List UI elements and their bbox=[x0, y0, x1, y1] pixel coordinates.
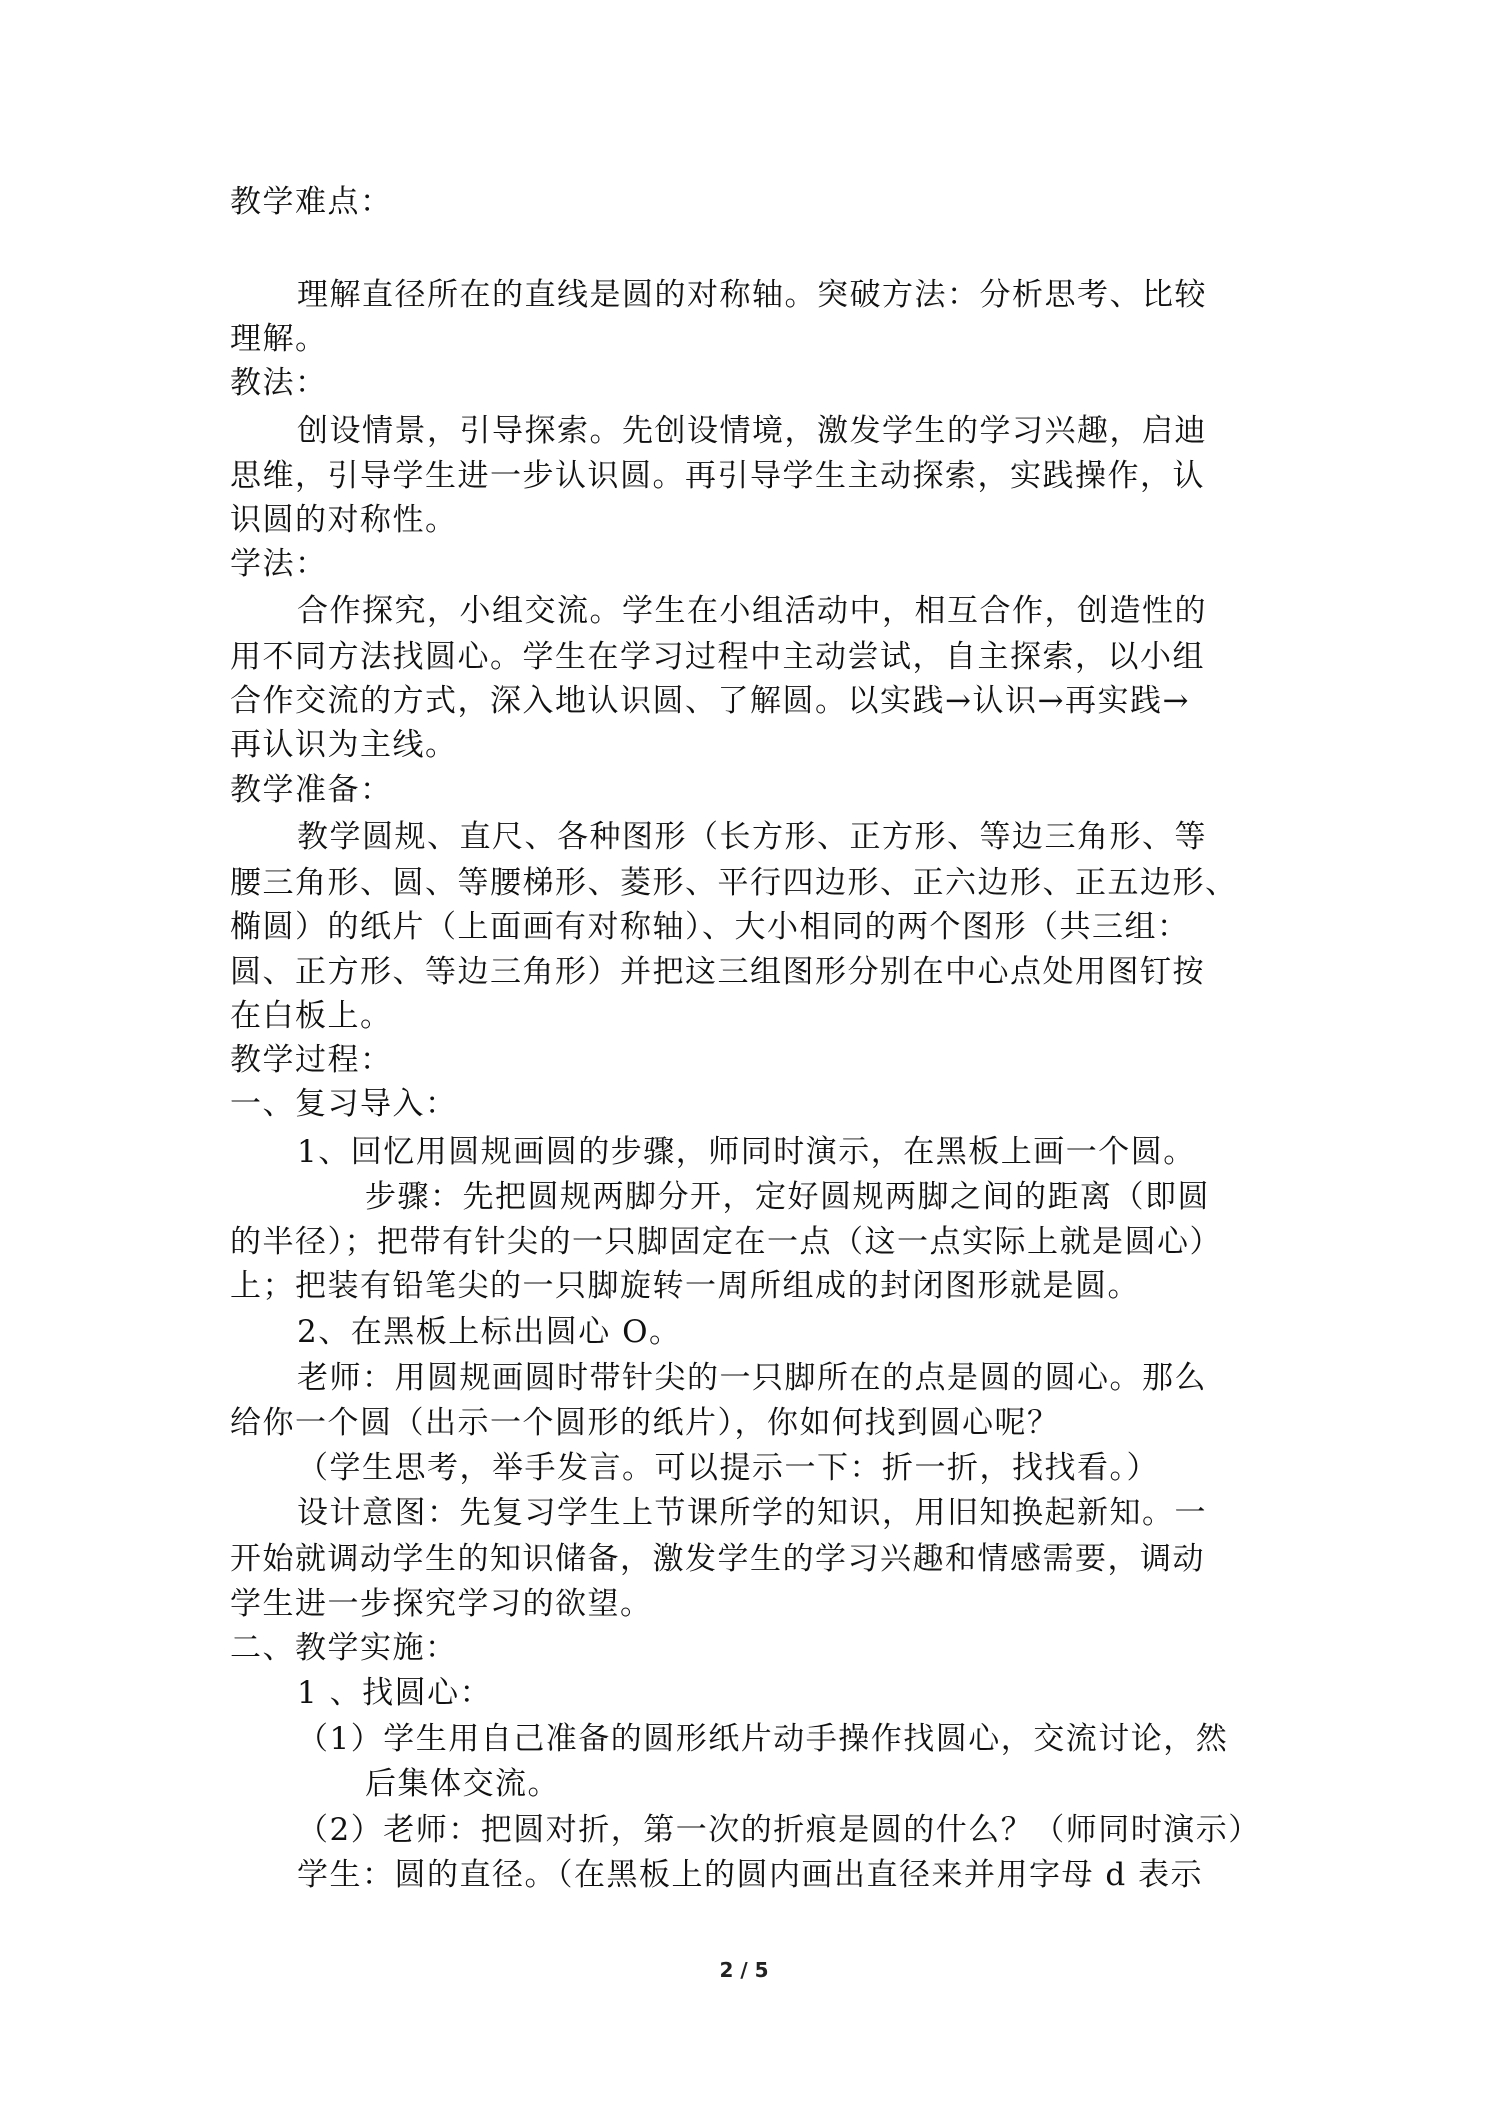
heading-learning-method: 学法： bbox=[230, 546, 328, 582]
paragraph-line: 在白板上。 bbox=[230, 998, 393, 1034]
paragraph-line: 后集体交流。 bbox=[365, 1766, 560, 1802]
paragraph-line: 椭圆）的纸片（上面画有对称轴）、大小相同的两个图形（共三组： bbox=[230, 909, 1190, 945]
paragraph-line: 给你一个圆（出示一个圆形的纸片），你如何找到圆心呢？ bbox=[230, 1405, 1060, 1441]
paragraph-line: 圆、正方形、等边三角形）并把这三组图形分别在中心点处用图钉按 bbox=[230, 954, 1205, 990]
paragraph-line: 创设情景，引导探索。先创设情境，激发学生的学习兴趣，启迪 bbox=[297, 413, 1207, 449]
paragraph-line: 2、在黑板上标出圆心 O。 bbox=[297, 1314, 682, 1350]
paragraph-line: 老师：用圆规画圆时带针尖的一只脚所在的点是圆的圆心。那么 bbox=[297, 1360, 1207, 1396]
paragraph-line: 再认识为主线。 bbox=[230, 727, 458, 763]
paragraph-line: 学生进一步探究学习的欲望。 bbox=[230, 1586, 653, 1622]
paragraph-line: 设计意图：先复习学生上节课所学的知识，用旧知换起新知。一 bbox=[297, 1495, 1207, 1531]
paragraph-line: 合作探究，小组交流。学生在小组活动中，相互合作，创造性的 bbox=[297, 593, 1207, 629]
paragraph-line: 学生：圆的直径。（在黑板上的圆内画出直径来并用字母 d 表示 bbox=[297, 1857, 1204, 1893]
heading-teaching-preparation: 教学准备： bbox=[230, 772, 393, 808]
paragraph-line: 合作交流的方式，深入地认识圆、了解圆。以实践→认识→再实践→ bbox=[230, 683, 1190, 719]
heading-teaching-method: 教法： bbox=[230, 365, 328, 401]
paragraph-line: 用不同方法找圆心。学生在学习过程中主动尝试，自主探索，以小组 bbox=[230, 639, 1205, 675]
paragraph-line: 开始就调动学生的知识储备，激发学生的学习兴趣和情感需要，调动 bbox=[230, 1541, 1205, 1577]
paragraph-line: （2）老师：把圆对折，第一次的折痕是圆的什么？（师同时演示） bbox=[297, 1812, 1261, 1848]
paragraph-line: 理解直径所在的直线是圆的对称轴。突破方法：分析思考、比较 bbox=[297, 277, 1207, 313]
paragraph-line: （1）学生用自己准备的圆形纸片动手操作找圆心，交流讨论，然 bbox=[297, 1721, 1229, 1757]
heading-teaching-difficulty: 教学难点： bbox=[230, 184, 393, 220]
paragraph-line: 教学圆规、直尺、各种图形（长方形、正方形、等边三角形、等 bbox=[297, 819, 1207, 855]
paragraph-line: 腰三角形、圆、等腰梯形、菱形、平行四边形、正六边形、正五边形、 bbox=[230, 865, 1238, 901]
page-number: 2 / 5 bbox=[719, 1958, 769, 1982]
subsection-heading: 1 、找圆心： bbox=[297, 1675, 493, 1711]
paragraph-line: 思维，引导学生进一步认识圆。再引导学生主动探索，实践操作，认 bbox=[230, 458, 1205, 494]
heading-teaching-process: 教学过程： bbox=[230, 1042, 393, 1078]
paragraph-line: 1、回忆用圆规画圆的步骤，师同时演示，在黑板上画一个圆。 bbox=[297, 1134, 1196, 1170]
paragraph-line: 识圆的对称性。 bbox=[230, 502, 458, 538]
paragraph-line: （学生思考，举手发言。可以提示一下：折一折，找找看。） bbox=[297, 1450, 1159, 1486]
section-heading: 一、复习导入： bbox=[230, 1086, 458, 1122]
paragraph-line: 理解。 bbox=[230, 321, 328, 357]
paragraph-line: 的半径）；把带有针尖的一只脚固定在一点（这一点实际上就是圆心） bbox=[230, 1224, 1222, 1260]
section-heading: 二、教学实施： bbox=[230, 1630, 458, 1666]
paragraph-line: 步骤：先把圆规两脚分开，定好圆规两脚之间的距离（即圆 bbox=[365, 1179, 1210, 1215]
paragraph-line: 上；把装有铅笔尖的一只脚旋转一周所组成的封闭图形就是圆。 bbox=[230, 1268, 1140, 1304]
